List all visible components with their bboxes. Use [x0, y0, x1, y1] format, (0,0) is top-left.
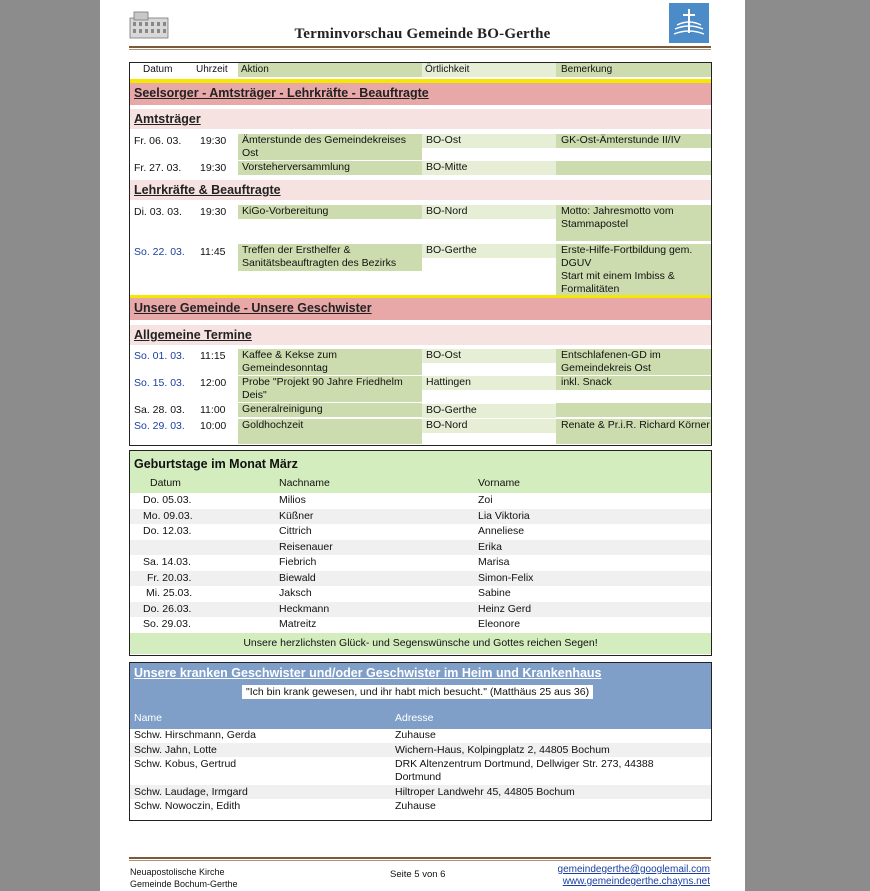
footer-org-line1: Neuapostolische Kirche	[130, 867, 225, 877]
sick-row: Schw. Laudage, Irmgard Hiltroper Landwehr 45, 44805 Bochum	[130, 785, 711, 799]
cell-time: 11:15	[200, 350, 226, 362]
cell-date: Fr. 27. 03.	[134, 162, 182, 174]
birthday-row: Sa. 14.03. Fiebrich Marisa	[143, 556, 510, 568]
birthday-greeting: Unsere herzlichsten Glück- und Segenswünsche und Gottes reichen Segen!	[130, 633, 711, 654]
cell-action: Ämterstunde des Gemeindekreises Ost	[238, 134, 422, 160]
cell-place: BO-Nord	[422, 419, 556, 433]
birthday-row: Mi. 25.03. Jaksch Sabine	[146, 587, 511, 599]
cell-note-extra: Start mit einem Imbiss & Formalitäten	[556, 270, 711, 296]
cell-action: Probe "Projekt 90 Jahre Friedhelm Deis"	[238, 376, 422, 402]
section-heading: Seelsorger - Amtsträger - Lehrkräfte - Beauftragte	[130, 83, 711, 105]
cell-time: 11:00	[200, 404, 226, 416]
footer-contact	[558, 864, 710, 888]
cell-action: KiGo-Vorbereitung	[238, 205, 422, 219]
cell-time: 19:30	[200, 206, 227, 218]
bday-col-nachname: Nachname	[279, 477, 330, 489]
col-header-bemerkung: Bemerkung	[556, 63, 711, 77]
cell-action: Kaffee & Kekse zum Gemeindesonntag	[238, 349, 422, 375]
col-header-aktion: Aktion	[238, 63, 422, 77]
sick-header	[130, 663, 711, 729]
col-header-ortlichkeit: Örtlichkeit	[422, 63, 556, 77]
footer-organization	[130, 866, 238, 890]
birthday-row: Reisenauer Erika	[130, 540, 711, 556]
bible-quote: "Ich bin krank gewesen, und ihr habt mich besucht." (Matthäus 25 aus 36)	[242, 685, 593, 699]
cell-place: BO-Ost	[422, 134, 556, 148]
sick-members-section	[129, 662, 712, 821]
birthday-row: So. 29.03. Matreitz Eleonore	[143, 618, 521, 630]
birthday-row: Do. 05.03. Milios Zoi	[143, 494, 493, 506]
footer-divider	[129, 857, 711, 859]
cell-date: Sa. 28. 03.	[134, 404, 185, 416]
cell-time: 19:30	[200, 162, 227, 174]
cell-date: So. 15. 03.	[134, 377, 185, 389]
sick-row: Schw. Jahn, Lotte Wichern-Haus, Kolpingplatz 2, 44805 Bochum	[130, 743, 711, 757]
cell-time: 11:45	[200, 246, 226, 258]
cell-time: 12:00	[200, 377, 227, 389]
birthday-row: Do. 12.03. Cittrich Anneliese	[143, 525, 525, 537]
cell-date: So. 22. 03.	[134, 246, 185, 258]
cell-action: Vorsteherversammlung	[238, 161, 422, 175]
sick-col-name: Name	[134, 712, 163, 724]
schedule-table	[129, 62, 712, 446]
nak-emblem-icon	[669, 3, 709, 43]
cell-note-empty	[556, 161, 711, 175]
col-header-uhrzeit: Uhrzeit	[196, 64, 228, 75]
cell-note: Erste-Hilfe-Fortbildung gem. DGUV	[556, 244, 711, 270]
col-header-datum: Datum	[143, 64, 173, 75]
birthday-row: Fr. 20.03. Biewald Simon-Felix	[130, 571, 711, 587]
sick-row: Schw. Nowoczin, Edith Zuhause	[134, 800, 436, 812]
cell-date: So. 29. 03.	[134, 420, 185, 432]
subsection-heading: Amtsträger	[130, 109, 711, 129]
cell-action: Generalreinigung	[238, 403, 422, 417]
cell-note: Motto: Jahresmotto vom Stammapostel	[556, 205, 711, 241]
footer-org-line2: Gemeinde Bochum-Gerthe	[130, 879, 238, 889]
website-link[interactable]: www.gemeindegerthe.chayns.net	[562, 876, 710, 887]
bday-col-vorname: Vorname	[478, 477, 521, 489]
cell-time: 10:00	[200, 420, 227, 432]
cell-place: Hattingen	[422, 376, 556, 390]
header-divider	[129, 46, 711, 48]
subsection-heading: Allgemeine Termine	[130, 325, 711, 345]
birthday-row: Do. 26.03. Heckmann Heinz Gerd	[130, 602, 711, 618]
cell-place: BO-Gerthe	[422, 404, 556, 418]
cell-note: Renate & Pr.i.R. Richard Körner	[556, 419, 711, 444]
cell-time: 19:30	[200, 135, 227, 147]
cell-note-empty	[556, 403, 711, 417]
subsection-heading: Lehrkräfte & Beauftragte	[130, 180, 711, 200]
sick-title: Unsere kranken Geschwister und/oder Geschwister im Heim und Krankenhaus	[134, 666, 602, 680]
cell-note: inkl. Snack	[556, 376, 711, 390]
bday-col-datum: Datum	[150, 477, 181, 489]
cell-action: Goldhochzeit	[238, 419, 422, 444]
cell-date: So. 01. 03.	[134, 350, 185, 362]
cell-date: Fr. 06. 03.	[134, 135, 182, 147]
sick-row: Schw. Hirschmann, Gerda Zuhause	[134, 729, 436, 741]
cell-date: Di. 03. 03.	[134, 206, 182, 218]
footer-divider-thin	[129, 860, 711, 861]
sick-row: Schw. Kobus, Gertrud DRK Altenzentrum Dortmund, Dellwiger Str. 273, 44388 Dortmund	[134, 758, 654, 783]
page-title: Terminvorschau Gemeinde BO-Gerthe	[294, 26, 551, 42]
birthday-row: Mo. 09.03. Küßner Lia Viktoria	[130, 509, 711, 525]
document-page	[100, 0, 745, 891]
cell-place: BO-Mitte	[422, 161, 556, 175]
birthday-title: Geburtstage im Monat März	[134, 457, 298, 471]
birthday-section	[129, 450, 712, 656]
header-divider-thin	[129, 49, 711, 50]
cell-place: BO-Gerthe	[422, 244, 556, 258]
cell-note: GK-Ost-Ämterstunde II/IV	[556, 134, 711, 148]
page-number: Seite 5 von 6	[390, 869, 446, 880]
section-heading: Unsere Gemeinde - Unsere Geschwister	[130, 298, 711, 320]
sick-col-adresse: Adresse	[395, 712, 434, 724]
cell-action: Treffen der Ersthelfer & Sanitätsbeauftragten des Bezirks	[238, 244, 422, 271]
cell-place: BO-Nord	[422, 205, 556, 219]
birthday-header	[130, 451, 711, 493]
cell-place: BO-Ost	[422, 349, 556, 363]
cell-note: Entschlafenen-GD im Gemeindekreis Ost	[556, 349, 711, 375]
email-link[interactable]: gemeindegerthe@googlemail.com	[557, 864, 710, 875]
